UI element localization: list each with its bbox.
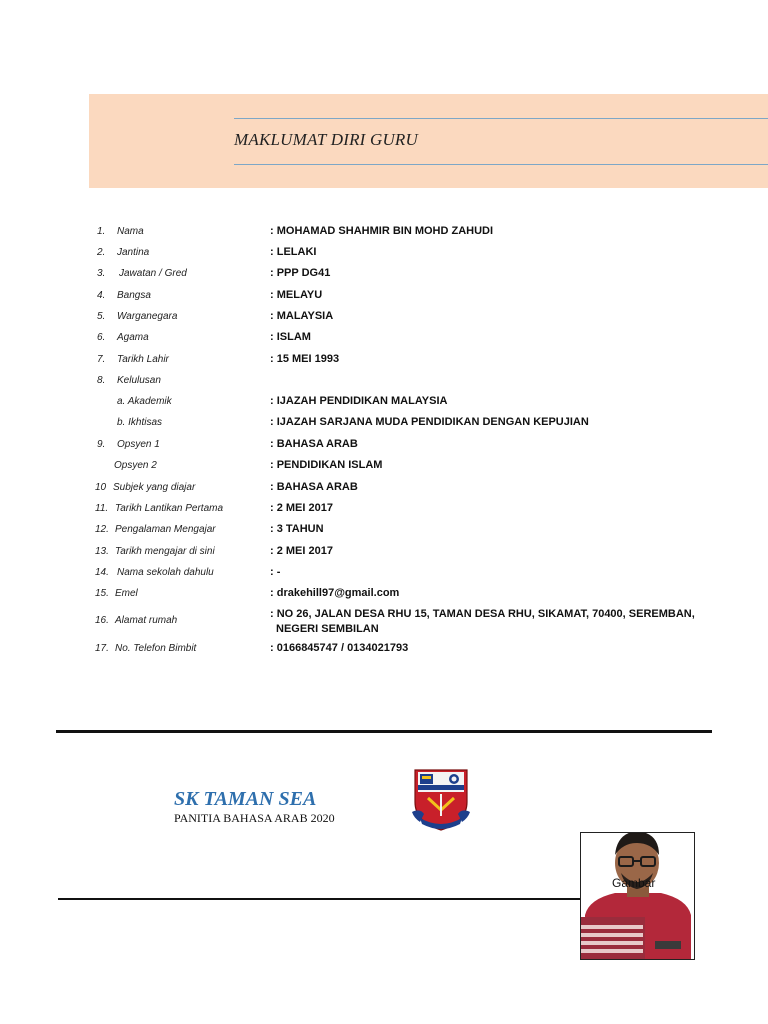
- row-label: Jantina: [117, 247, 150, 258]
- row-value: : BAHASA ARAB: [270, 481, 358, 493]
- info-row-subjek: [0, 478, 768, 498]
- row-value: : BAHASA ARAB: [270, 438, 358, 450]
- info-row-opsyen-1: [0, 435, 768, 455]
- info-row-telefon: [0, 639, 768, 659]
- row-number: 16.: [95, 615, 109, 626]
- page-title: MAKLUMAT DIRI GURU: [234, 130, 418, 149]
- header-band: [89, 94, 768, 188]
- panitia-label: PANITIA BAHASA ARAB 2020: [174, 811, 335, 825]
- row-label: Emel: [115, 588, 138, 599]
- info-row-warganegara: [0, 307, 768, 327]
- row-label: Jawatan / Gred: [119, 268, 187, 279]
- info-row-bangsa: [0, 286, 768, 306]
- row-number: 17.: [95, 643, 109, 654]
- row-number: 5.: [97, 311, 106, 322]
- row-label: Alamat rumah: [115, 615, 178, 626]
- row-label: a. Akademik: [117, 396, 172, 407]
- row-value: : -: [270, 566, 281, 578]
- info-row-jantina: [0, 243, 768, 263]
- row-label: Agama: [117, 332, 149, 343]
- info-row-emel: [0, 584, 768, 604]
- photo-placeholder-label: Gambar: [612, 876, 656, 890]
- teacher-photo: [580, 832, 695, 960]
- info-row-opsyen-2: [0, 456, 768, 476]
- footer-rule-top: [56, 730, 712, 733]
- row-value: : MOHAMAD SHAHMIR BIN MOHD ZAHUDI: [270, 225, 494, 237]
- row-label: Opsyen 1: [117, 439, 160, 450]
- row-number: 10: [95, 482, 107, 493]
- row-label: Warganegara: [117, 311, 178, 322]
- info-row-pengalaman: [0, 520, 768, 540]
- row-label: Pengalaman Mengajar: [115, 524, 216, 535]
- row-value: : MELAYU: [270, 289, 323, 301]
- info-row-sekolah-dahulu: [0, 563, 768, 583]
- info-row-tarikh-lahir: [0, 350, 768, 370]
- header-line-bottom: [234, 164, 768, 165]
- row-number: 12.: [95, 524, 109, 535]
- row-number: 7.: [97, 354, 106, 365]
- info-row-tarikh-lantikan: [0, 499, 768, 519]
- row-value-line2: NEGERI SEMBILAN: [276, 623, 379, 635]
- row-number: 6.: [97, 332, 106, 343]
- row-label: Tarikh mengajar di sini: [115, 546, 215, 557]
- info-row-akademik: [0, 392, 768, 412]
- row-value: : IJAZAH SARJANA MUDA PENDIDIKAN DENGAN KEPUJIAN: [270, 416, 589, 428]
- footer-rule-bottom: [58, 898, 582, 900]
- row-value: : PENDIDIKAN ISLAM: [270, 459, 383, 471]
- info-row-jawatan: [0, 264, 768, 284]
- row-value: : 0166845747 / 0134021793: [270, 642, 409, 654]
- row-value: : PPP DG41: [270, 267, 331, 279]
- row-label: No. Telefon Bimbit: [115, 643, 197, 654]
- row-number: 3.: [97, 268, 106, 279]
- row-value: : LELAKI: [270, 246, 317, 258]
- row-value: : MALAYSIA: [270, 310, 334, 322]
- info-row-nama: [0, 222, 768, 242]
- info-row-ikhtisas: [0, 413, 768, 433]
- row-label: Nama sekolah dahulu: [117, 567, 214, 578]
- row-value: : drakehill97@gmail.com: [270, 587, 400, 599]
- row-label: Subjek yang diajar: [113, 482, 196, 493]
- row-number: 2.: [97, 247, 106, 258]
- row-number: 4.: [97, 290, 106, 301]
- row-value: : NO 26, JALAN DESA RHU 15, TAMAN DESA RHU, SIKAMAT, 70400, SEREMBAN,: [270, 608, 695, 620]
- info-row-tarikh-mengajar: [0, 542, 768, 562]
- row-number: 1.: [97, 226, 106, 237]
- info-row-kelulusan: [0, 371, 768, 391]
- school-name: SK TAMAN SEA: [174, 788, 317, 810]
- row-label: Tarikh Lahir: [117, 354, 169, 365]
- row-label: Nama: [117, 226, 144, 237]
- school-crest-logo: [412, 768, 470, 832]
- row-value: : 15 MEI 1993: [270, 353, 340, 365]
- row-number: 13.: [95, 546, 109, 557]
- row-number: 11.: [95, 503, 109, 514]
- row-number: 14.: [95, 567, 109, 578]
- row-label: Kelulusan: [117, 375, 161, 386]
- row-label: Bangsa: [117, 290, 151, 301]
- row-number: 9.: [97, 439, 106, 450]
- row-value: : ISLAM: [270, 331, 311, 343]
- header-line-top: [234, 118, 768, 119]
- row-value: : IJAZAH PENDIDIKAN MALAYSIA: [270, 395, 448, 407]
- row-label: Opsyen 2: [114, 460, 157, 471]
- info-row-alamat: [0, 605, 768, 639]
- row-value: : 2 MEI 2017: [270, 502, 333, 514]
- row-value: : 3 TAHUN: [270, 523, 324, 535]
- row-value: : 2 MEI 2017: [270, 545, 333, 557]
- row-label: Tarikh Lantikan Pertama: [115, 503, 224, 514]
- info-row-agama: [0, 328, 768, 348]
- row-label: b. Ikhtisas: [117, 417, 163, 428]
- row-number: 8.: [97, 375, 106, 386]
- row-number: 15.: [95, 588, 109, 599]
